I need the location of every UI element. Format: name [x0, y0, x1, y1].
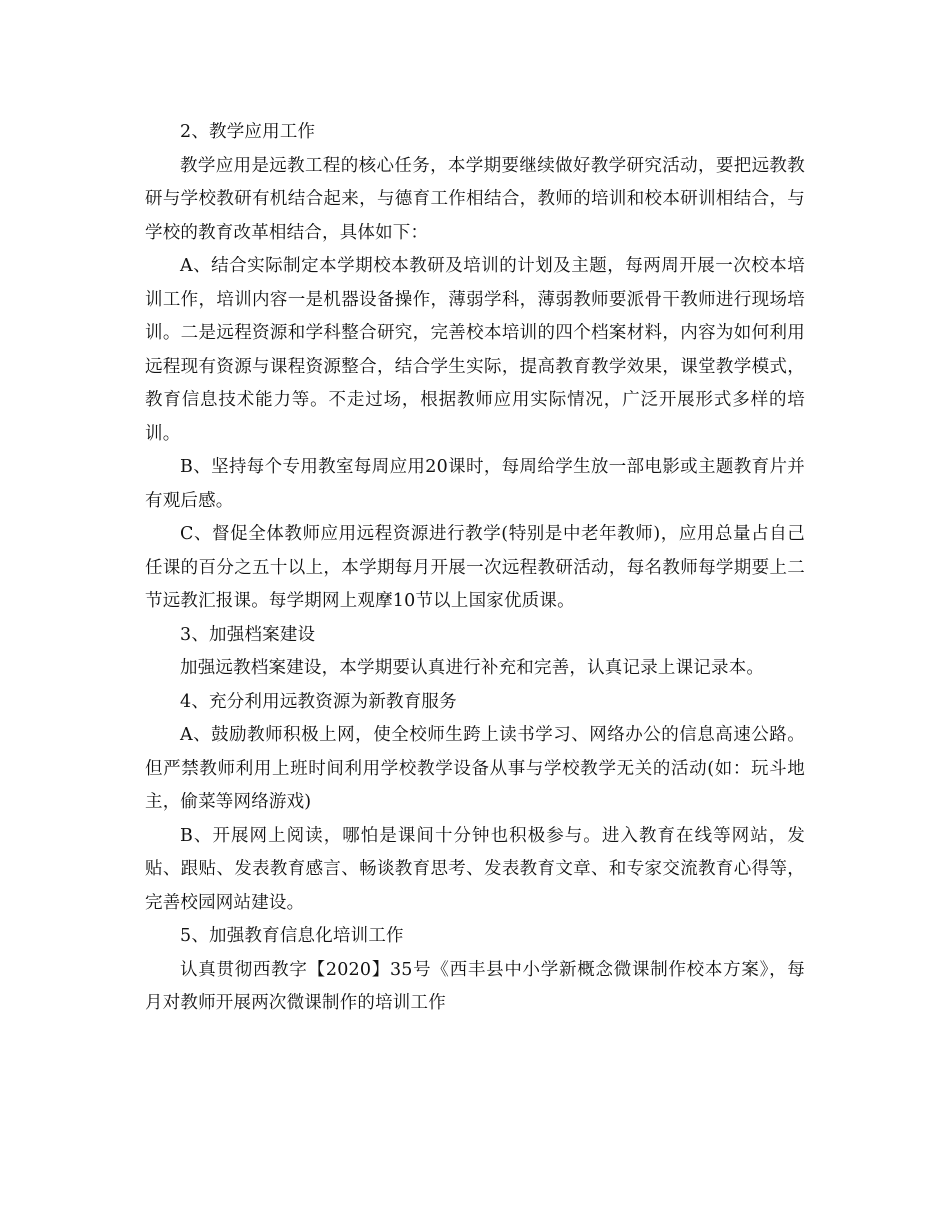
paragraph-item-c-remote-resources: C、督促全体教师应用远程资源进行教学(特别是中老年教师)，应用总量占自己任课的百分之五十以上，本学期每月开展一次远程教研活动，每名教师每学期要上二节远教汇报课。每学期网上观摩10节以上国家优质课。 — [145, 524, 805, 611]
document-body — [145, 116, 805, 1021]
section-heading-teaching-application: 2、教学应用工作 — [180, 122, 316, 142]
paragraph-it-training: 认真贯彻西教字【2020】35号《西丰县中小学新概念微课制作校本方案》，每月对教师开展两次微课制作的培训工作 — [145, 959, 805, 1013]
section-heading-resources: 4、充分利用远教资源为新教育服务 — [180, 691, 457, 712]
paragraph-item-b-online-reading: B、开展网上阅读，哪怕是课间十分钟也积极参与。进入教育在线等网站，发贴、跟贴、发表教育感言、畅谈教育思考、发表教育文章、和专家交流教育心得等，完善校园网站建设。 — [145, 825, 805, 913]
paragraph-item-a-training: A、结合实际制定本学期校本教研及培训的计划及主题，每两周开展一次校本培训工作，培训内容一是机器设备操作，薄弱学科，薄弱教师要派骨干教师进行现场培训。二是远程资源和学科整合研究，完善校本培训的四个档案材料，内容为如何利用远程现有资源与课程资源整合，结合学生实际，提高教育教学效果，课堂教学模式，教育信息技术能力等。不走过场，根据教师应用实际情况，广泛开展形式多样的培训。 — [145, 256, 805, 444]
paragraph-item-a-internet: A、鼓励教师积极上网，使全校师生跨上读书学习、网络办公的信息高速公路。但严禁教师利用上班时间利用学校教学设备从事与学校教学无关的活动(如：玩斗地主，偷菜等网络游戏) — [145, 725, 805, 812]
paragraph-archive: 加强远教档案建设，本学期要认真进行补充和完善，认真记录上课记录本。 — [180, 658, 765, 678]
section-heading-it-training: 5、加强教育信息化培训工作 — [180, 926, 404, 946]
paragraph-teaching-application-intro: 教学应用是远教工程的核心任务，本学期要继续做好教学研究活动，要把远教教研与学校教研有机结合起来，与德育工作相结合，教师的培训和校本研训相结合，与学校的教育改革相结合，具体如下： — [145, 155, 805, 243]
paragraph-item-b-classroom-usage: B、坚持每个专用教室每周应用20课时，每周给学生放一部电影或主题教育片并有观后感。 — [145, 457, 805, 511]
section-heading-archive: 3、加强档案建设 — [180, 624, 316, 645]
